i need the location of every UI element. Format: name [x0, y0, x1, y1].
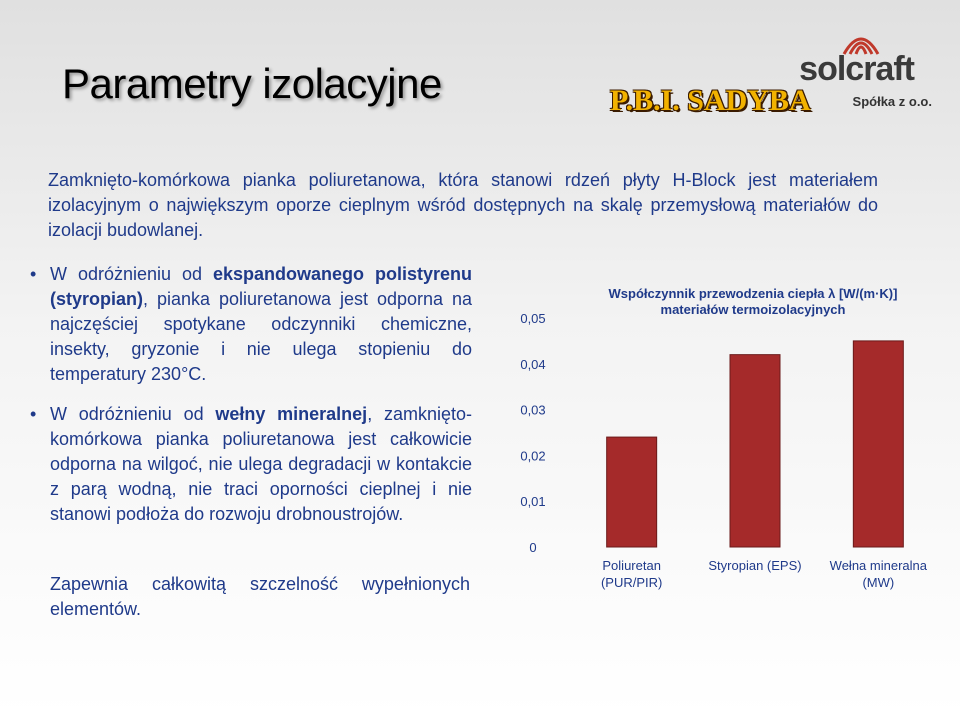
bullet-bold-text: ekspandowanego polistyrenu (styropian)	[50, 264, 472, 309]
chart-bar	[730, 355, 780, 547]
company-logos	[608, 28, 938, 128]
chart-bar	[607, 437, 657, 547]
x-tick-label: Wełna mineralna	[829, 558, 927, 573]
bullet-item-eps	[30, 262, 472, 387]
bullet-text: , zamknięto-komórkowa pianka poliuretanowa jest całkowicie odporna na wilgoć, nie ulega degradacji w kontakcie z parą wodną, nie traci oporności cieplnej i nie stanowi podłoża do rozwoju drobnoustrojów.	[50, 404, 472, 524]
y-tick-label: 0,02	[520, 448, 546, 464]
y-tick-label: 0	[529, 540, 537, 555]
y-tick-label: 0,01	[520, 494, 546, 510]
chart-title: materiałów termoizolacyjnych	[660, 302, 846, 317]
x-tick-label: (MW)	[862, 575, 895, 590]
x-tick-label: Poliuretan	[602, 558, 661, 573]
y-tick-label: 0,05	[520, 311, 546, 326]
y-tick-label: 0,03	[520, 402, 546, 418]
slide-title: Parametry izolacyjne	[62, 60, 442, 107]
bullet-text: W odróżnieniu od	[50, 404, 216, 424]
solcraft-logo: solcraft	[799, 50, 914, 88]
intro-paragraph: Zamknięto-komórkowa pianka poliuretanowa, która stanowi rdzeń płyty H-Block jest materiałem izolacyjnym o największym oporze cieplnym wśród dostępnych na skalę przemysłową materiałów do izolacji budowlanej.	[48, 170, 878, 240]
closing-paragraph: Zapewnia całkowitą szczelność wypełnionych elementów.	[50, 574, 470, 619]
pbi-sadyba-logo: P.B.I. SADYBA	[610, 84, 811, 117]
chart-bar	[853, 341, 903, 547]
bullet-bold-text: wełny mineralnej	[215, 404, 368, 424]
bullet-list	[30, 262, 472, 542]
bullet-text: W odróżnieniu od	[50, 264, 213, 284]
thermal-conductivity-chart	[505, 268, 945, 608]
chart-title: Współczynnik przewodzenia ciepła λ [W/(m·K)]	[608, 286, 898, 301]
bullet-text: , pianka poliuretanowa jest odporna na najczęściej spotykane odczynniki chemiczne, insekty, gryzonie i nie ulega stopieniu do temperatury 230°C.	[50, 289, 472, 384]
bullet-item-mw	[30, 402, 472, 527]
y-tick-label: 0,04	[520, 356, 546, 372]
company-suffix: Spółka z o.o.	[852, 94, 932, 109]
x-tick-label: Styropian (EPS)	[708, 558, 802, 573]
x-tick-label: (PUR/PIR)	[600, 575, 663, 590]
